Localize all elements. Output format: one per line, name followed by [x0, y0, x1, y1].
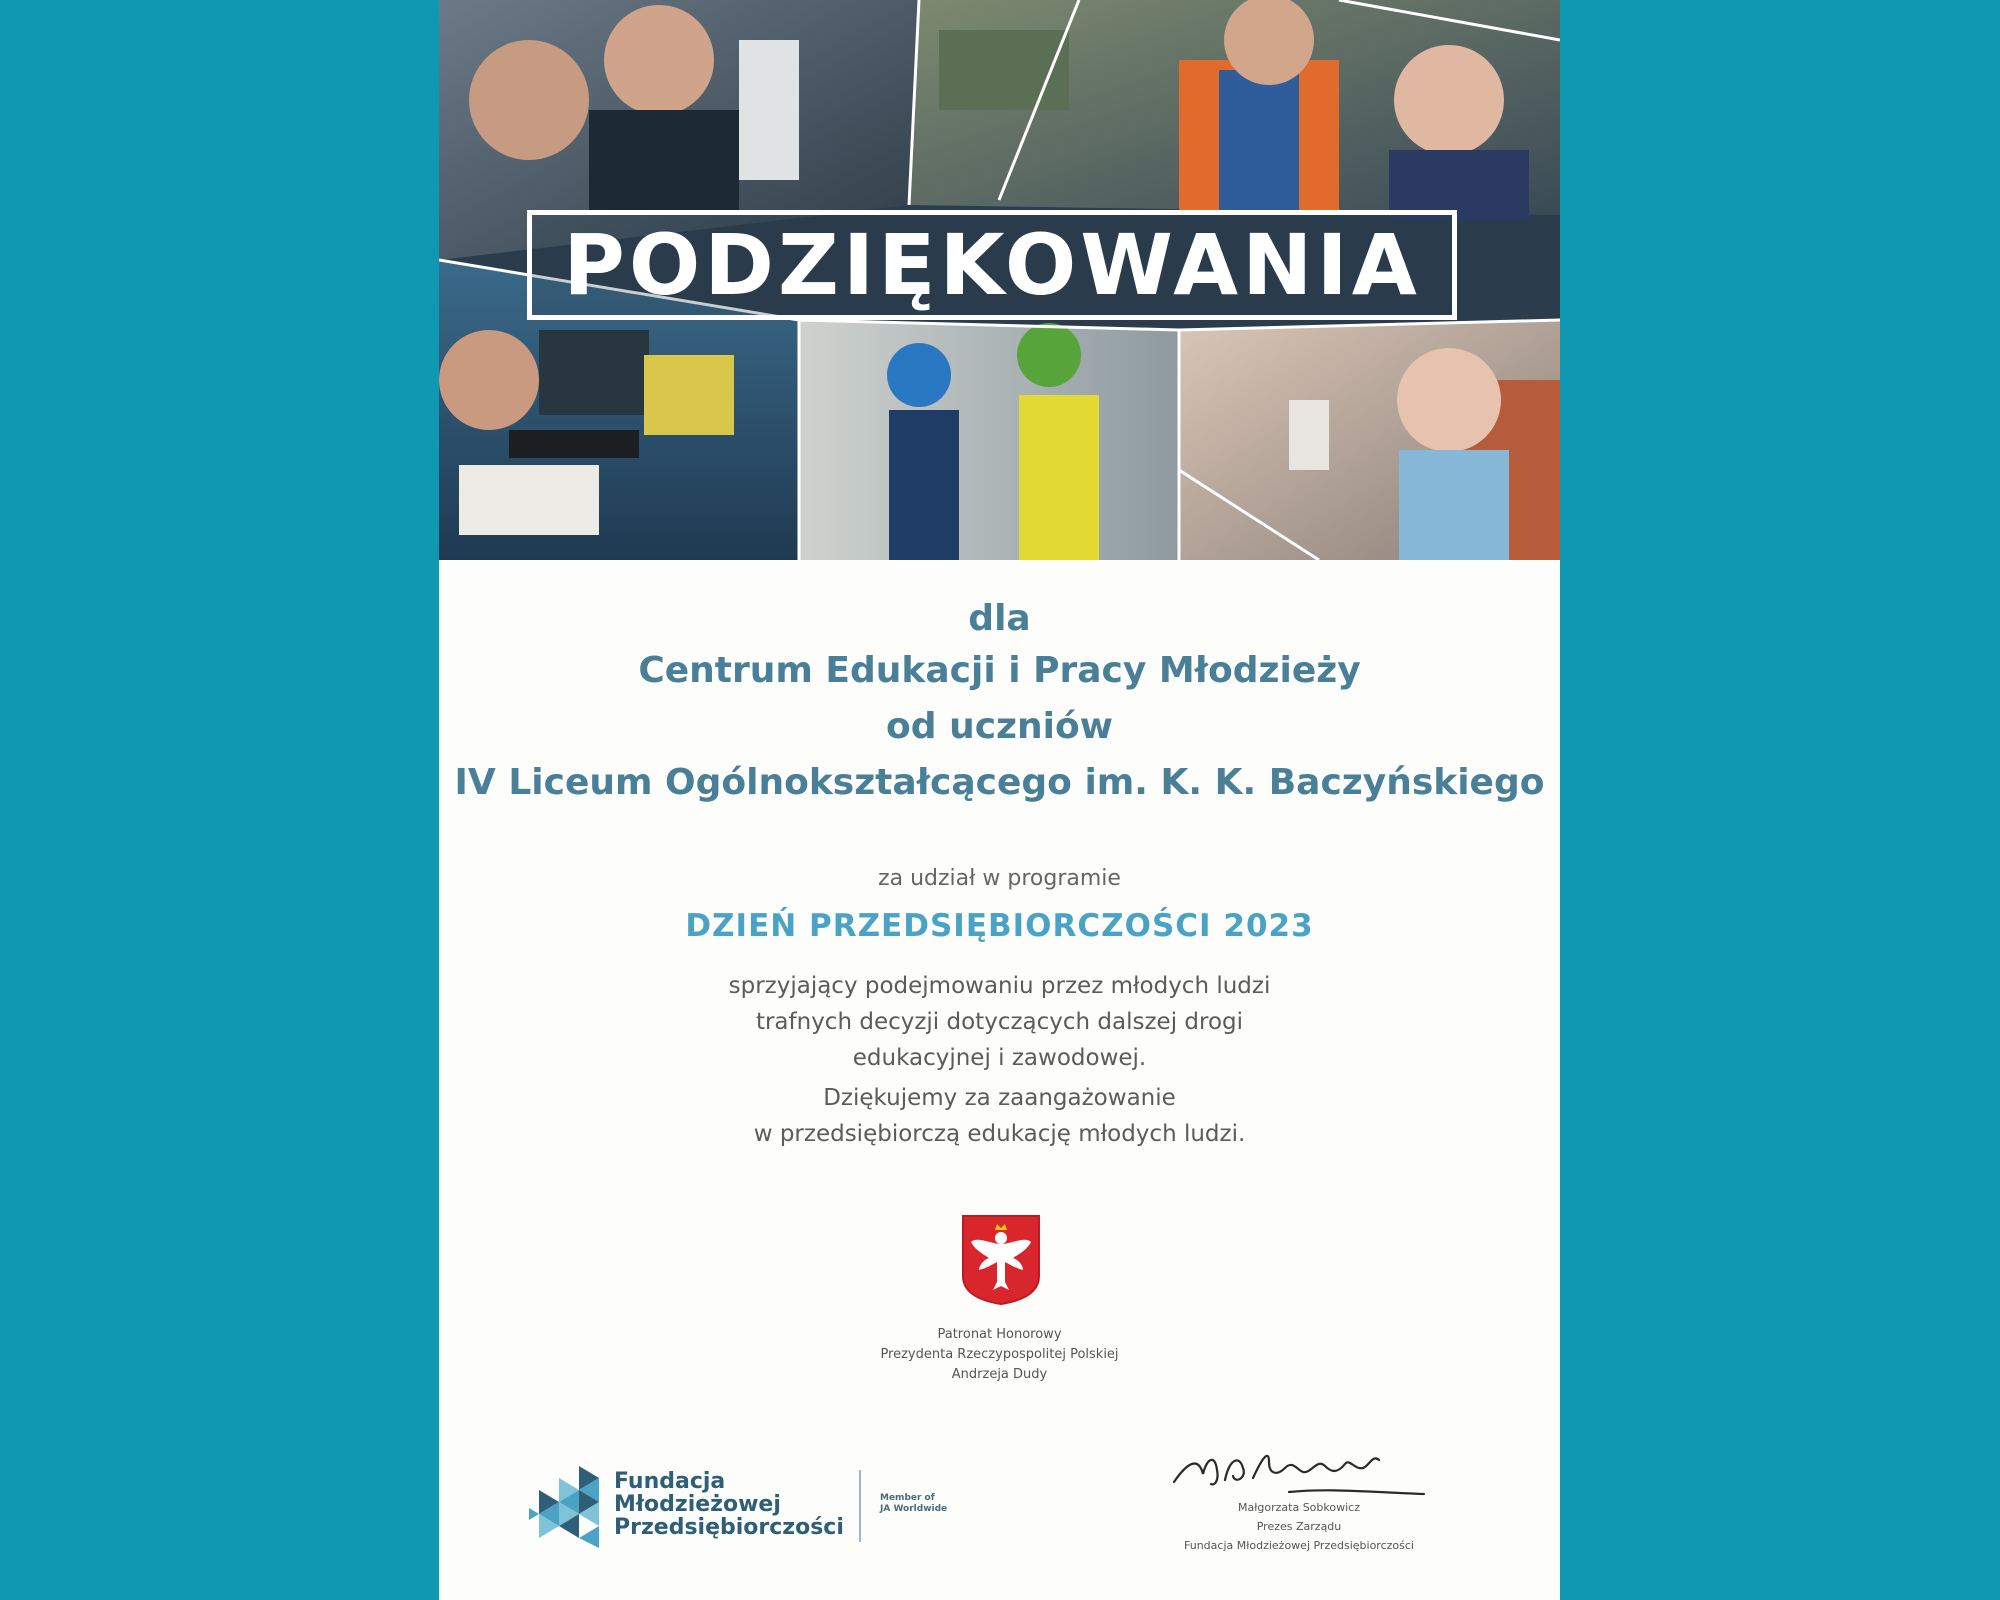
signer-block [1129, 1498, 1469, 1555]
signer-title: Prezes Zarządu [1256, 1520, 1342, 1533]
patronage-line: Patronat Honorowy [937, 1327, 1062, 1342]
open-book [459, 465, 599, 535]
keyboard [509, 430, 639, 458]
org-name-line: Młodzieżowej [614, 1492, 781, 1517]
org-name-line: Fundacja [614, 1469, 726, 1494]
for-label: dla [968, 598, 1031, 639]
description-line: trafnych decyzji dotyczących dalszej drogi [755, 1009, 1244, 1035]
photo-workshop [799, 320, 1179, 560]
member-line: JA Worldwide [880, 1504, 948, 1514]
person-jacket [889, 410, 959, 560]
banner-title: PODZIĘKOWANIA [563, 216, 1421, 314]
thanks-text [439, 1080, 1560, 1152]
person-face [439, 330, 539, 430]
org-name-line: Przedsiębiorczości [614, 1515, 844, 1540]
person-face [1394, 45, 1504, 155]
program-description [439, 968, 1560, 1076]
signer-organization: Fundacja Młodzieżowej Przedsiębiorczości [1184, 1539, 1414, 1552]
thanks-line: Dziękujemy za zaangażowanie [823, 1085, 1176, 1111]
person-face [604, 5, 714, 115]
description-line: sprzyjający podejmowaniu przez młodych ludzi [728, 973, 1271, 999]
member-line: Member of [880, 1493, 935, 1503]
recipient-name: Centrum Edukacji i Pracy Młodzieży [638, 650, 1361, 691]
footer-divider [859, 1470, 861, 1542]
monitor-screen [644, 355, 734, 435]
safety-vest-yellow [1019, 395, 1099, 560]
helmet-blue [887, 343, 951, 407]
person-face [1397, 348, 1501, 452]
title-banner [527, 210, 1457, 320]
person-shirt [589, 110, 739, 210]
member-note [880, 1493, 947, 1515]
from-label: od uczniów [886, 706, 1113, 747]
school-name: IV Liceum Ogólnokształcącego im. K. K. Baczyńskiego [454, 762, 1545, 803]
person-shirt [1399, 450, 1509, 560]
person-face [469, 40, 589, 160]
patronage-line: Andrzeja Dudy [951, 1367, 1048, 1382]
beaker [1289, 400, 1329, 470]
monitor [539, 330, 649, 415]
description-line: edukacyjnej i zawodowej. [852, 1045, 1147, 1071]
polish-eagle-emblem-icon [961, 1214, 1041, 1306]
helmet-green [1017, 323, 1081, 387]
photo-collage [439, 0, 1560, 560]
organization-name [614, 1470, 844, 1539]
shirt-blue [1219, 70, 1299, 210]
thanks-line: w przedsiębiorczą edukację młodych ludzi. [753, 1121, 1246, 1147]
program-name: DZIEŃ PRZEDSIĘBIORCZOŚCI 2023 [685, 908, 1314, 944]
signer-name: Małgorzata Sobkowicz [1238, 1501, 1360, 1514]
patronage-line: Prezydenta Rzeczypospolitej Polskiej [880, 1347, 1119, 1362]
microscope-shape [739, 40, 799, 180]
participation-text: za udział w programie [878, 866, 1121, 891]
certificate-page [439, 0, 1560, 1600]
patronage-text [439, 1325, 1560, 1385]
triangle-mosaic-logo-icon [529, 1466, 599, 1548]
